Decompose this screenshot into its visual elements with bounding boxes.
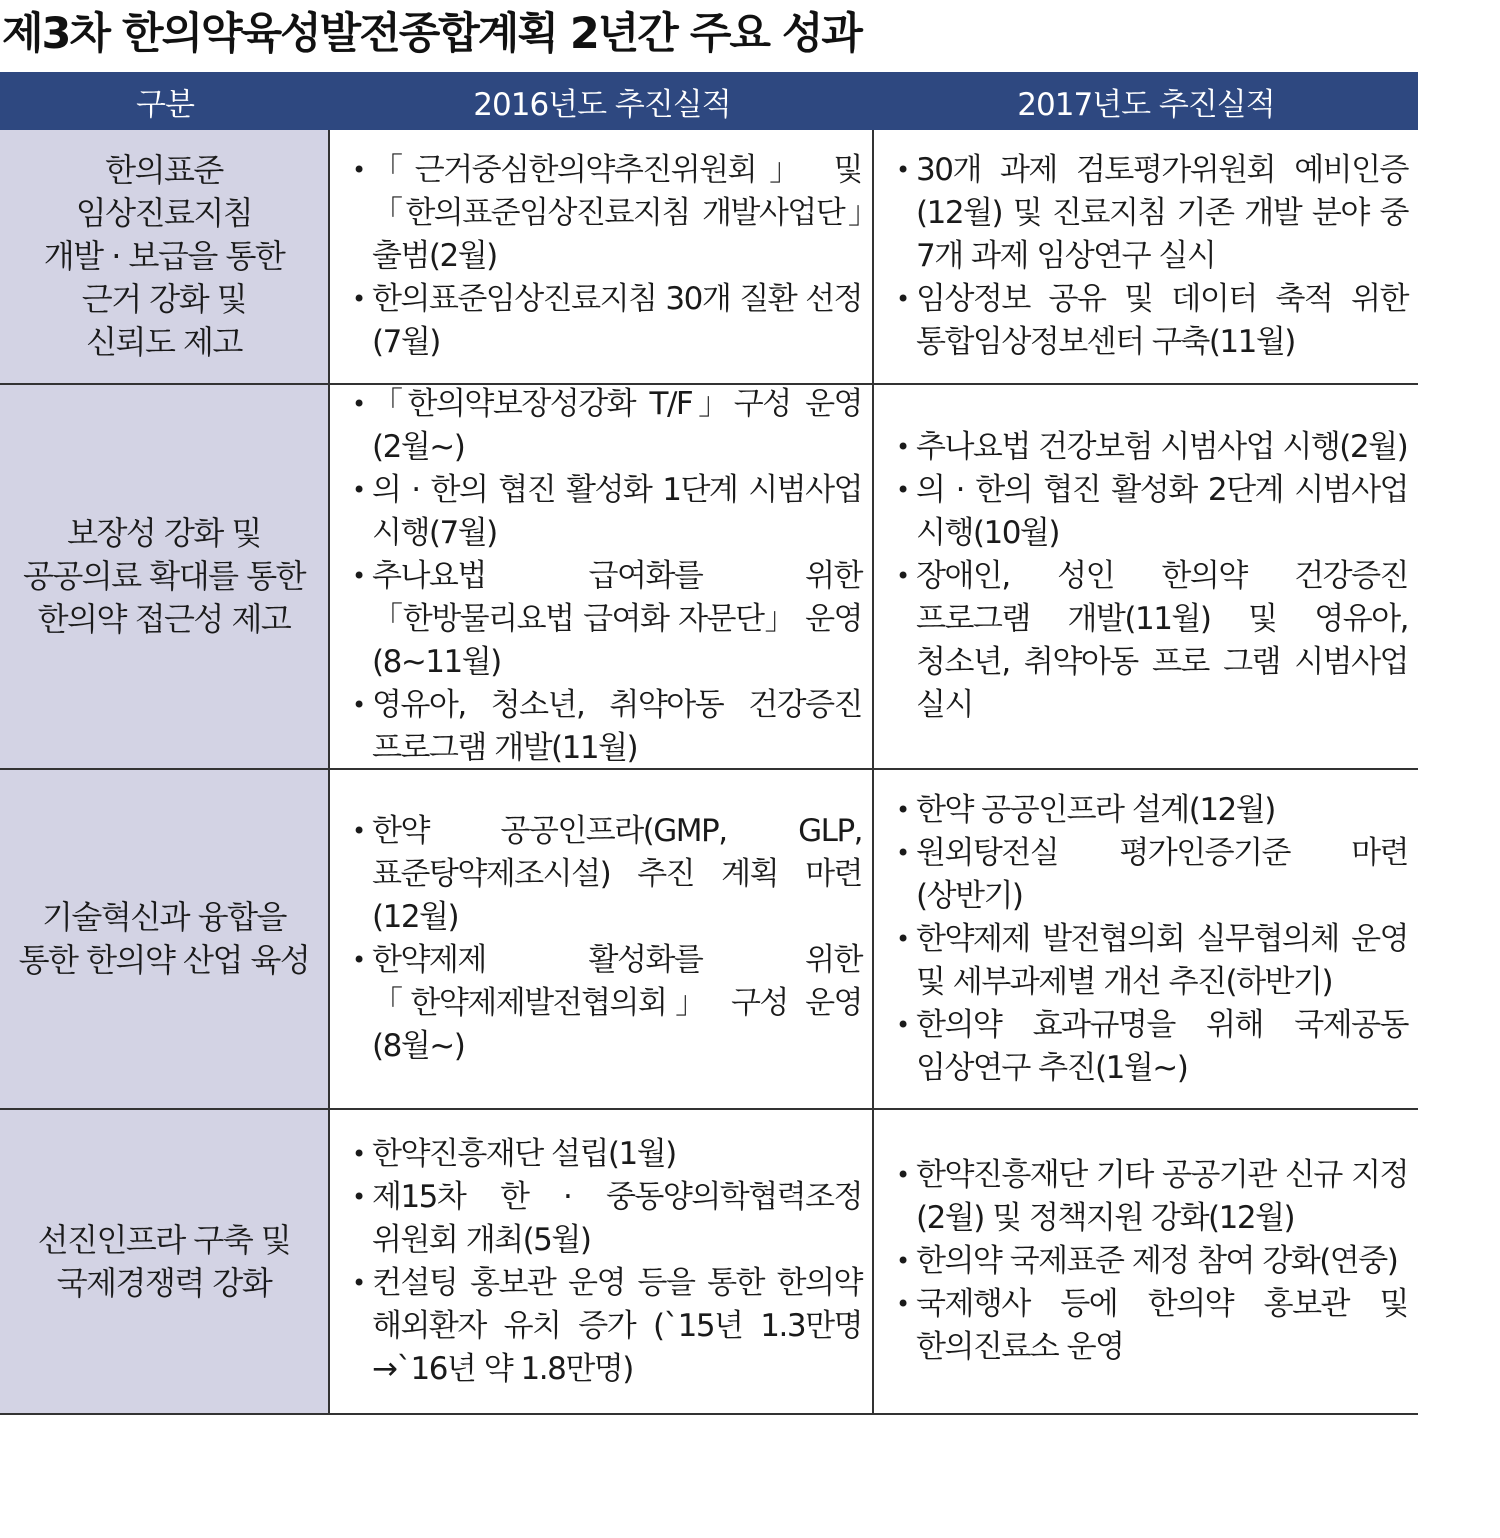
bullet-icon: • <box>896 476 909 504</box>
header-2016: 2016년도 추진실적 <box>473 86 731 123</box>
bullet-text: 제15차 한 · 중동양의학협력조정 위원회 개최(5월) <box>372 1178 862 1258</box>
bullet-icon: • <box>896 285 909 313</box>
bullet-icon: • <box>896 1247 909 1275</box>
bullet-item <box>352 684 862 770</box>
bullet-icon: • <box>352 946 365 974</box>
category-cell: 보장성 강화 및 공공의료 확대를 통한 한의약 접근성 제고 <box>0 385 330 768</box>
bullet-item <box>896 1240 1408 1283</box>
results-2016-cell <box>330 770 874 1108</box>
bullet-icon: • <box>352 390 365 418</box>
bullet-icon: • <box>896 562 909 590</box>
results-2017-cell <box>874 130 1418 383</box>
table-row <box>0 770 1418 1110</box>
bullet-icon: • <box>352 691 365 719</box>
bullet-text: 한의약 국제표준 제정 참여 강화(연중) <box>916 1243 1398 1279</box>
bullet-icon: • <box>352 476 365 504</box>
bullet-text: 한의표준임상진료지침 30개 질환 선정(7월) <box>372 281 862 360</box>
results-2016-cell <box>330 130 874 383</box>
bullet-icon: • <box>896 1290 909 1318</box>
bullet-item <box>352 1262 862 1391</box>
bullet-text: 추나요법 급여화를 위한 「한방물리요법 급여화 자문단」 운영(8~11월) <box>372 558 862 680</box>
bullet-icon: • <box>896 838 909 867</box>
results-2017-cell <box>874 1110 1418 1413</box>
bullet-item <box>896 832 1408 918</box>
bullet-item <box>896 426 1408 469</box>
bullet-icon: • <box>896 1010 909 1039</box>
results-2016-cell <box>330 1110 874 1413</box>
bullet-icon: • <box>896 156 909 184</box>
bullet-text: 한약 공공인프라 설계(12월) <box>916 791 1275 828</box>
bullet-icon: • <box>352 817 365 845</box>
bullet-text: 장애인, 성인 한의약 건강증진 프로그램 개발(11월) 및 영유아, 청소년, 취약아동 프로 그램 시범사업 실시 <box>916 558 1408 723</box>
bullet-text: 한약 공공인프라(GMP, GLP, 표준탕약제조시설) 추진 계획 마련(12월) <box>372 813 862 935</box>
bullet-text: 임상정보 공유 및 데이터 축적 위한 통합임상정보센터 구축(11월) <box>916 281 1408 360</box>
bullet-text: 한약제제 발전협의회 실무협의체 운영 및 세부과제별 개선 추진(하반기) <box>916 920 1408 1000</box>
results-table <box>0 72 1418 1415</box>
bullet-item <box>352 939 862 1068</box>
bullet-icon: • <box>896 795 909 824</box>
bullet-text: 의 · 한의 협진 활성화 2단계 시범사업 시행(10월) <box>916 472 1408 551</box>
bullet-item <box>352 555 862 684</box>
table-row <box>0 130 1418 385</box>
bullet-text: 원외탕전실 평가인증기준 마련(상반기) <box>916 834 1408 914</box>
bullet-text: 「근거중심한의약추진위원회」 및 「한의표준임상진료지침 개발사업단」출범(2월) <box>372 152 862 274</box>
category-cell: 기술혁신과 융합을 통한 한의약 산업 육성 <box>0 770 330 1108</box>
bullet-text: 추나요법 건강보험 시범사업 시행(2월) <box>916 429 1408 465</box>
bullet-item <box>896 149 1408 278</box>
bullet-text: 컨설팅 홍보관 운영 등을 통한 한의약 해외환자 유치 증가 (`15년 1.3만명 →`16년 약 1.8만명) <box>372 1264 862 1387</box>
bullet-text: 한약진흥재단 설립(1월) <box>372 1135 676 1172</box>
table-row <box>0 1110 1418 1415</box>
bullet-item <box>896 278 1408 364</box>
header-category: 구분 <box>136 86 194 123</box>
bullet-text: 영유아, 청소년, 취약아동 건강증진 프로그램 개발(11월) <box>372 687 862 766</box>
category-cell: 선진인프라 구축 및 국제경쟁력 강화 <box>0 1110 330 1413</box>
category-cell: 한의표준 임상진료지침 개발 · 보급을 통한 근거 강화 및 신뢰도 제고 <box>0 130 330 383</box>
bullet-item <box>896 1154 1408 1240</box>
bullet-item <box>896 918 1408 1004</box>
table-row <box>0 385 1418 770</box>
bullet-item <box>352 149 862 278</box>
header-2017: 2017년도 추진실적 <box>1017 86 1275 123</box>
results-2016-cell <box>330 385 874 768</box>
table-header <box>0 72 1418 130</box>
bullet-icon: • <box>896 433 909 461</box>
bullet-item <box>352 383 862 469</box>
bullet-text: 국제행사 등에 한의약 홍보관 및 한의진료소 운영 <box>916 1286 1408 1365</box>
bullet-item <box>896 789 1408 832</box>
bullet-icon: • <box>352 1139 365 1168</box>
bullet-item <box>896 1283 1408 1369</box>
bullet-item <box>352 469 862 555</box>
bullet-icon: • <box>352 562 365 590</box>
bullet-text: 한약제제 활성화를 위한 「한약제제발전협의회」 구성 운영(8월~) <box>372 942 862 1064</box>
bullet-icon: • <box>352 285 365 313</box>
bullet-text: 「한의약보장성강화 T/F」구성 운영(2월~) <box>372 386 862 465</box>
bullet-text: 한의약 효과규명을 위해 국제공동 임상연구 추진(1월~) <box>916 1006 1408 1086</box>
bullet-text: 한약진흥재단 기타 공공기관 신규 지정(2월) 및 정책지원 강화(12월) <box>916 1157 1408 1236</box>
results-2017-cell <box>874 385 1418 768</box>
bullet-icon: • <box>352 156 365 184</box>
bullet-item <box>896 1004 1408 1090</box>
page-title: 제3차 한의약육성발전종합계획 2년간 주요 성과 <box>2 9 861 59</box>
bullet-icon: • <box>896 1161 909 1189</box>
bullet-item <box>352 810 862 939</box>
bullet-item <box>352 1133 862 1176</box>
bullet-icon: • <box>352 1182 365 1211</box>
bullet-icon: • <box>896 924 909 953</box>
bullet-item <box>896 469 1408 555</box>
bullet-text: 30개 과제 검토평가위원회 예비인증(12월) 및 진료지침 기존 개발 분야 중 7개 과제 임상연구 실시 <box>916 152 1408 274</box>
bullet-item <box>352 1176 862 1262</box>
bullet-text: 의 · 한의 협진 활성화 1단계 시범사업 시행(7월) <box>372 472 862 551</box>
bullet-item <box>352 278 862 364</box>
results-2017-cell <box>874 770 1418 1108</box>
bullet-item <box>896 555 1408 727</box>
bullet-icon: • <box>352 1268 365 1297</box>
